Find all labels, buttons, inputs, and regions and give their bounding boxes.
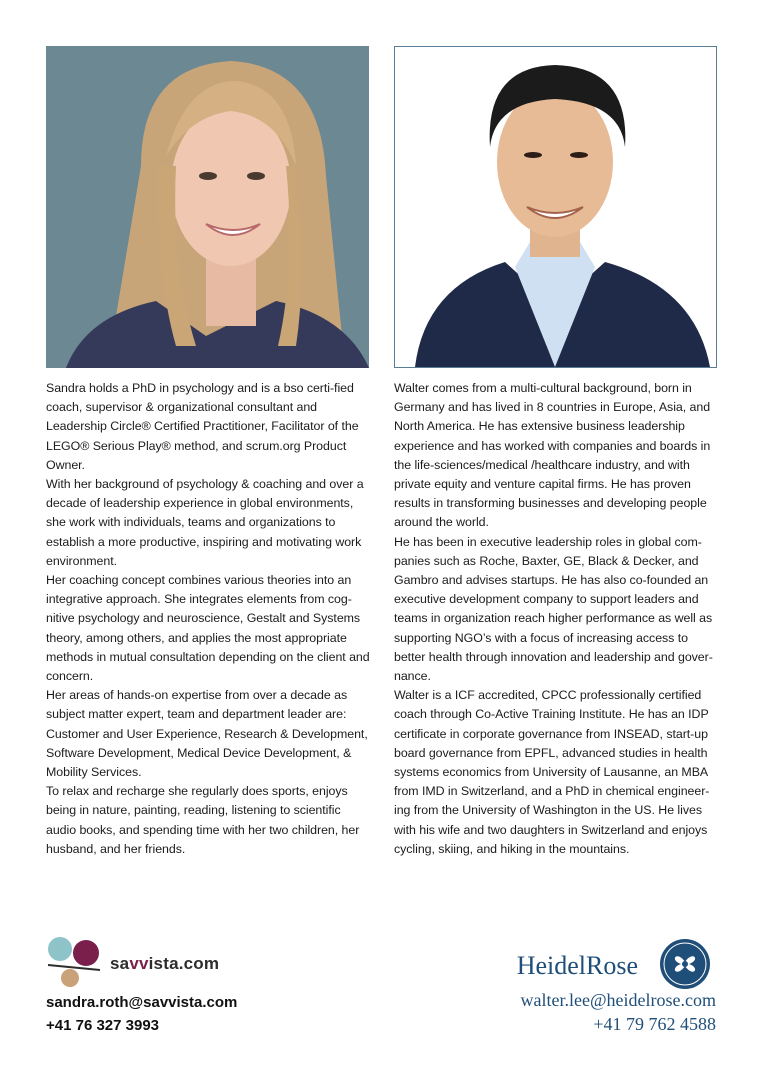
bio-paragraph: Her areas of hands-on expertise from over a decade as subject matter expert, team and department leader are: Customer and User Experience, Research & Development, Software Development, Medical Device Development, & Mobility Services. <box>46 688 368 780</box>
walter-email-link[interactable]: walter.lee@heidelrose.com <box>520 990 716 1010</box>
bio-paragraph: He has been in executive leadership roles in global com-panies such as Roche, Baxter, GE, Black & Decker, and Gambro and advises startups. He has also co-founded an executive development company to support leaders and teams in organization reach higher performance as well as supporting NGO’s with a focus of increasing access to better health through innovation and leadership and gover-nance. <box>394 534 713 684</box>
bio-paragraph: Walter is a ICF accredited, CPCC professionally certified coach through Co-Active Training Institute. He has an IDP certificate in corporate governance from INSEAD, start-up board governance from EPFL, advanced studies in health systems economics from University of Lausanne, an MBA from IMD in Switzerland, and a PhD in chemical engineer-ing from the University of Washington in the US. He lives with his wife and two daughters in Switzerland and enjoys cycling, skiing, and hiking in the mountains. <box>394 688 710 856</box>
walter-portrait-image <box>395 47 716 367</box>
savvista-wordmark <box>110 954 219 974</box>
savvista-logo-icon <box>46 936 102 988</box>
bio-paragraph: With her background of psychology & coaching and over a decade of leadership experience in global environments, she work with individuals, teams and organizations to establish a more productive, inspiring and motivating work environment. <box>46 477 364 568</box>
bio-paragraph: To relax and recharge she regularly does sports, enjoys being in nature, painting, reading, listening to scientific audio books, and spending time with her two children, her husband, and her friends. <box>46 784 360 856</box>
sandra-portrait-image <box>46 46 369 368</box>
sandra-phone[interactable]: +41 76 327 3993 <box>46 1017 160 1034</box>
bio-paragraph: Walter comes from a multi-cultural background, born in Germany and has lived in 8 countries in Europe, Asia, and North America. He has extensive business leadership experience and has worked with companies and boards in the life-sciences/medical /healthcare industry, and with private equity and venture capital firms. He has proven results in transforming businesses and developing people around the world. <box>394 381 711 530</box>
bio-paragraph: Sandra holds a PhD in psychology and is a bso certi-fied coach, supervisor & organizational consultant and Leadership Circle® Certified Practitioner, Facilitator of the LEGO® Serious Play® method, and scrum.org Product Owner. <box>46 381 359 472</box>
savvista-name-post: ista.com <box>148 954 220 973</box>
sandra-bio <box>46 379 374 859</box>
walter-bio <box>394 379 722 859</box>
walter-photo <box>394 46 717 368</box>
savvista-name-pre: sa <box>110 954 130 973</box>
savvista-name-accent: vv <box>129 954 149 973</box>
heidelrose-wordmark: HeidelRose <box>516 951 638 980</box>
walter-phone[interactable]: +41 79 762 4588 <box>593 1014 716 1034</box>
sandra-email-link[interactable]: sandra.roth@savvista.com <box>46 994 238 1011</box>
sandra-photo <box>46 46 369 368</box>
bio-paragraph: Her coaching concept combines various theories into an integrative approach. She integrates elements from cog-nitive psychology and neuroscience, Gestalt and Systems theory, among others, and applies the most appropriate methods in mutual consultation depending on the client and concern. <box>46 573 370 684</box>
heidelrose-clover-icon <box>659 938 711 990</box>
